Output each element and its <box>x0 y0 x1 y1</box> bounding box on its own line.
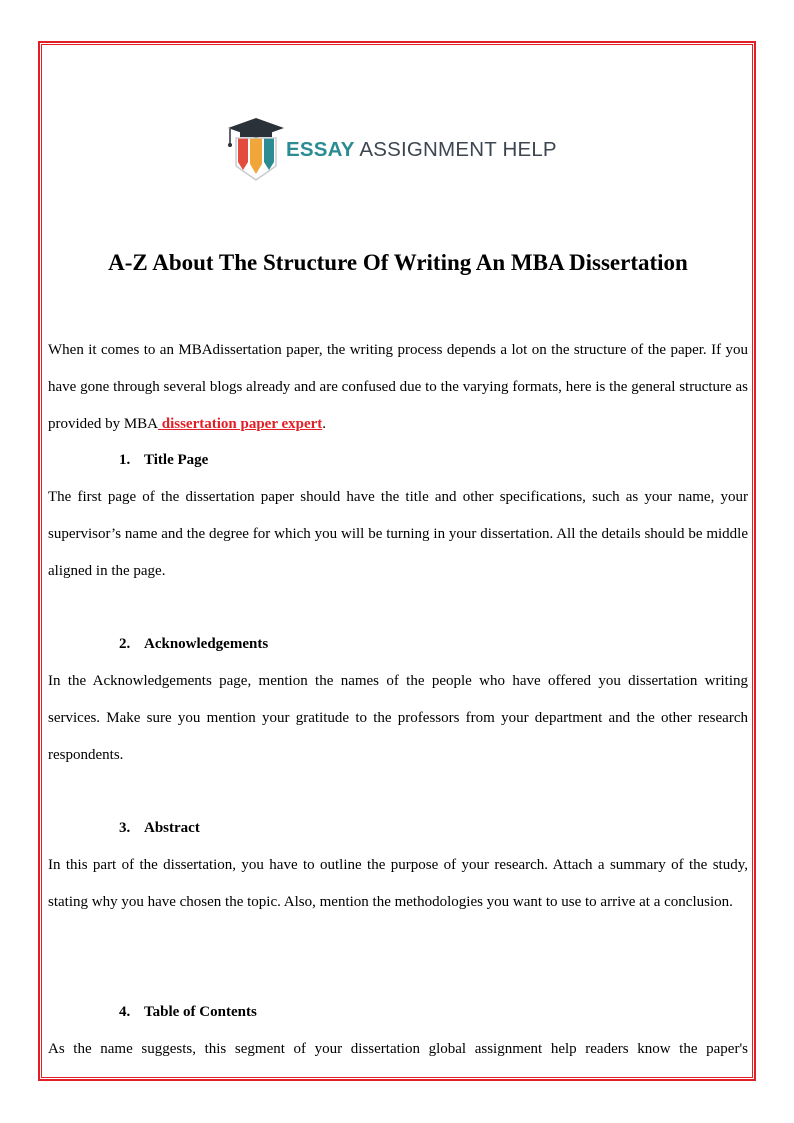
section-body-abstract: In this part of the dissertation, you have to outline the purpose of your research. Attach a summary of the study, stating why you have chosen the topic. Also, mention the methodologies you want to use to arrive at a conclusion. <box>48 857 748 910</box>
section-body-title-page: The first page of the dissertation paper should have the title and other specifications, such as your name, your supervisor’s name and the degree for which you will be turning in your dissertation. All the details should be middle aligned in the page. <box>48 489 748 579</box>
section-heading-abstract <box>119 810 719 847</box>
document-title: A-Z About The Structure Of Writing An MBA Dissertation <box>108 250 688 275</box>
section-heading-text: Abstract <box>144 820 200 836</box>
essay-assignment-help-logo <box>226 116 576 182</box>
section-number: 3. <box>119 820 131 836</box>
graduation-pencil-icon <box>226 116 286 182</box>
section-heading-text: Title Page <box>144 452 209 468</box>
section-body-acknowledgements: In the Acknowledgements page, mention the names of the people who have offered you dissertation writing services. Make sure you mention your gratitude to the professors from your department and the other research respondents. <box>48 673 748 763</box>
logo-wordmark <box>286 138 557 162</box>
logo-brand-text: ESSAY <box>286 138 355 161</box>
dissertation-paper-expert-link[interactable]: dissertation paper expert <box>158 416 323 432</box>
section-body-table-of-contents: As the name suggests, this segment of your dissertation global assignment help readers know the paper's <box>48 1041 748 1057</box>
section-number: 1. <box>119 452 131 468</box>
logo-rest-text: ASSIGNMENT HELP <box>354 138 557 161</box>
section-number: 4. <box>119 1004 131 1020</box>
section-number: 2. <box>119 636 131 652</box>
section-heading-acknowledgements <box>119 626 719 663</box>
section-heading-table-of-contents <box>119 994 719 1031</box>
intro-paragraph <box>48 332 748 443</box>
section-heading-title-page <box>119 442 719 479</box>
section-heading-text: Table of Contents <box>144 1004 257 1020</box>
section-heading-text: Acknowledgements <box>144 636 269 652</box>
intro-end: . <box>322 416 327 432</box>
intro-text: When it comes to an MBAdissertation paper, the writing process depends a lot on the structure of the paper. If you have gone through several blogs already and are confused due to the varying formats, here is the general structure as provided by MBA <box>48 342 748 432</box>
